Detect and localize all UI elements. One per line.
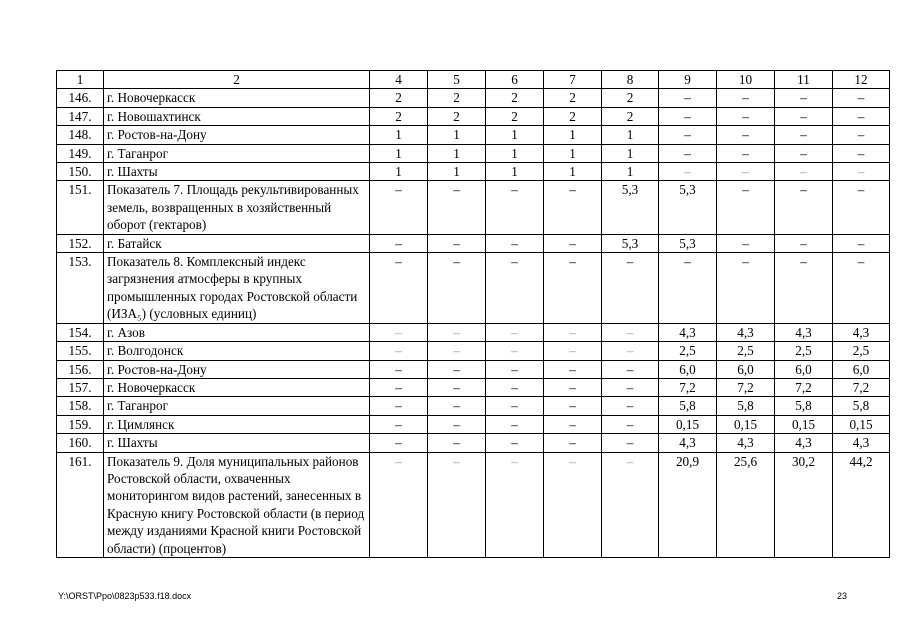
value-cell: 1 [544,144,602,162]
table-row [57,378,890,396]
value-cell: 5,8 [717,397,775,415]
table-row [57,323,890,341]
header-cell: 10 [717,71,775,89]
value-cell: 1 [486,163,544,181]
row-label: Показатель 8. Комплексный индекс загрязнения атмосферы в крупных промышленных городах Ростовской области (ИЗА₅) (условных единиц) [104,253,370,324]
value-cell: – [659,89,717,107]
page-number: 23 [836,591,847,601]
value-cell: – [428,342,486,360]
value-cell: – [370,360,428,378]
row-label: г. Шахты [104,163,370,181]
row-label: г. Новошахтинск [104,107,370,125]
value-cell: 1 [428,126,486,144]
value-cell: – [428,434,486,452]
value-cell: 2,5 [775,342,833,360]
row-number: 150. [57,163,104,181]
row-number: 149. [57,144,104,162]
table-row [57,342,890,360]
value-cell: 4,3 [775,323,833,341]
row-label: Показатель 7. Площадь рекультивированных земель, возвращенных в хозяйственный оборот (гектаров) [104,181,370,234]
table-row [57,107,890,125]
value-cell: – [428,415,486,433]
table-row [57,234,890,252]
value-cell: – [659,107,717,125]
value-cell: – [833,163,890,181]
value-cell: 1 [602,163,659,181]
value-cell: 1 [602,126,659,144]
value-cell: 0,15 [659,415,717,433]
row-label: Показатель 9. Доля муниципальных районов Ростовской области, охваченных мониторингом видов растений, занесенных в Красную книгу Ростовской области (в период между изданиями Красной книги Ростовской области) (процентов) [104,452,370,557]
value-cell: – [659,253,717,324]
value-cell: – [544,181,602,234]
row-label: г. Таганрог [104,144,370,162]
value-cell: 1 [428,163,486,181]
header-cell: 6 [486,71,544,89]
value-cell: – [775,163,833,181]
value-cell: 1 [370,144,428,162]
row-number: 158. [57,397,104,415]
header-cell: 12 [833,71,890,89]
row-number: 147. [57,107,104,125]
value-cell: – [833,253,890,324]
value-cell: – [370,253,428,324]
value-cell: – [428,378,486,396]
value-cell: 20,9 [659,452,717,557]
value-cell: – [428,397,486,415]
value-cell: – [717,126,775,144]
value-cell: 5,8 [833,397,890,415]
value-cell: 4,3 [717,323,775,341]
row-number: 160. [57,434,104,452]
value-cell: – [370,181,428,234]
value-cell: – [833,107,890,125]
value-cell: – [544,323,602,341]
value-cell: – [544,434,602,452]
row-label: г. Азов [104,323,370,341]
value-cell: – [602,342,659,360]
value-cell: – [659,144,717,162]
row-number: 161. [57,452,104,557]
value-cell: 1 [370,163,428,181]
value-cell: 2 [544,107,602,125]
value-cell: – [833,234,890,252]
value-cell: – [544,397,602,415]
table-row [57,360,890,378]
value-cell: – [486,253,544,324]
value-cell: – [370,415,428,433]
value-cell: – [428,452,486,557]
row-label: г. Волгодонск [104,342,370,360]
row-number: 153. [57,253,104,324]
value-cell: 6,0 [659,360,717,378]
value-cell: – [544,253,602,324]
value-cell: – [602,452,659,557]
value-cell: – [486,342,544,360]
value-cell: 5,8 [775,397,833,415]
value-cell: 6,0 [775,360,833,378]
row-number: 154. [57,323,104,341]
value-cell: – [833,181,890,234]
value-cell: 2 [486,107,544,125]
header-cell: 11 [775,71,833,89]
value-cell: – [833,144,890,162]
value-cell: – [833,89,890,107]
value-cell: – [717,253,775,324]
value-cell: – [775,144,833,162]
value-cell: – [717,144,775,162]
header-cell: 7 [544,71,602,89]
value-cell: 2,5 [717,342,775,360]
value-cell: 25,6 [717,452,775,557]
value-cell: 2 [602,89,659,107]
value-cell: – [370,434,428,452]
row-label: г. Новочеркасск [104,378,370,396]
value-cell: – [833,126,890,144]
value-cell: 4,3 [717,434,775,452]
row-label: г. Цимлянск [104,415,370,433]
value-cell: – [486,360,544,378]
value-cell: 2 [370,89,428,107]
value-cell: – [486,181,544,234]
value-cell: 0,15 [775,415,833,433]
row-number: 152. [57,234,104,252]
header-cell: 5 [428,71,486,89]
value-cell: 5,3 [659,234,717,252]
value-cell: – [428,181,486,234]
value-cell: – [370,323,428,341]
value-cell: – [717,234,775,252]
value-cell: – [544,452,602,557]
value-cell: – [544,342,602,360]
value-cell: 6,0 [717,360,775,378]
value-cell: 6,0 [833,360,890,378]
table-row [57,181,890,234]
value-cell: 0,15 [833,415,890,433]
value-cell: 1 [428,144,486,162]
value-cell: 30,2 [775,452,833,557]
value-cell: – [428,323,486,341]
value-cell: – [486,434,544,452]
data-table [56,70,890,558]
file-path: Y:\ORST\Ppo\0823p533.f18.docx [58,591,192,601]
row-number: 151. [57,181,104,234]
table-row [57,126,890,144]
header-cell: 4 [370,71,428,89]
row-number: 159. [57,415,104,433]
table-row [57,89,890,107]
value-cell: – [602,360,659,378]
table-header-row [57,71,890,89]
value-cell: 2 [428,89,486,107]
value-cell: – [370,342,428,360]
value-cell: – [602,415,659,433]
value-cell: – [428,253,486,324]
value-cell: 7,2 [717,378,775,396]
value-cell: – [775,89,833,107]
value-cell: 4,3 [659,323,717,341]
value-cell: – [602,323,659,341]
row-number: 157. [57,378,104,396]
value-cell: – [428,234,486,252]
header-cell: 1 [57,71,104,89]
value-cell: 1 [544,163,602,181]
value-cell: 2 [370,107,428,125]
header-cell: 2 [104,71,370,89]
value-cell: – [486,397,544,415]
value-cell: 1 [370,126,428,144]
value-cell: – [486,234,544,252]
row-number: 156. [57,360,104,378]
value-cell: 2 [428,107,486,125]
value-cell: – [544,415,602,433]
value-cell: 7,2 [833,378,890,396]
value-cell: 5,3 [602,181,659,234]
value-cell: – [717,163,775,181]
value-cell: 4,3 [833,323,890,341]
row-label: г. Новочеркасск [104,89,370,107]
row-label: г. Батайск [104,234,370,252]
value-cell: – [775,234,833,252]
value-cell: – [370,234,428,252]
value-cell: – [775,107,833,125]
value-cell: – [602,378,659,396]
value-cell: 2,5 [833,342,890,360]
table-row [57,144,890,162]
row-number: 148. [57,126,104,144]
value-cell: 1 [544,126,602,144]
value-cell: – [659,126,717,144]
value-cell: 4,3 [775,434,833,452]
value-cell: 0,15 [717,415,775,433]
value-cell: 1 [486,144,544,162]
value-cell: – [544,378,602,396]
value-cell: – [602,253,659,324]
value-cell: – [370,397,428,415]
value-cell: – [602,434,659,452]
header-cell: 9 [659,71,717,89]
value-cell: 2 [602,107,659,125]
value-cell: – [486,323,544,341]
value-cell: – [428,360,486,378]
value-cell: – [717,89,775,107]
table-row [57,434,890,452]
value-cell: – [544,234,602,252]
table-row [57,415,890,433]
header-cell: 8 [602,71,659,89]
value-cell: 4,3 [833,434,890,452]
value-cell: – [717,181,775,234]
row-label: г. Шахты [104,434,370,452]
value-cell: 2,5 [659,342,717,360]
row-number: 146. [57,89,104,107]
value-cell: – [486,452,544,557]
value-cell: – [775,253,833,324]
table-row [57,452,890,557]
value-cell: 7,2 [659,378,717,396]
value-cell: 1 [602,144,659,162]
value-cell: 44,2 [833,452,890,557]
table-row [57,397,890,415]
row-number: 155. [57,342,104,360]
value-cell: – [370,452,428,557]
value-cell: – [775,126,833,144]
value-cell: – [486,415,544,433]
value-cell: – [544,360,602,378]
value-cell: – [659,163,717,181]
table-row [57,163,890,181]
value-cell: 5,3 [602,234,659,252]
value-cell: 5,3 [659,181,717,234]
value-cell: 4,3 [659,434,717,452]
value-cell: – [775,181,833,234]
table-row [57,253,890,324]
value-cell: – [486,378,544,396]
value-cell: – [717,107,775,125]
row-label: г. Ростов-на-Дону [104,360,370,378]
value-cell: – [370,378,428,396]
value-cell: 1 [486,126,544,144]
value-cell: 2 [486,89,544,107]
row-label: г. Таганрог [104,397,370,415]
row-label: г. Ростов-на-Дону [104,126,370,144]
value-cell: – [602,397,659,415]
value-cell: 2 [544,89,602,107]
value-cell: 5,8 [659,397,717,415]
value-cell: 7,2 [775,378,833,396]
